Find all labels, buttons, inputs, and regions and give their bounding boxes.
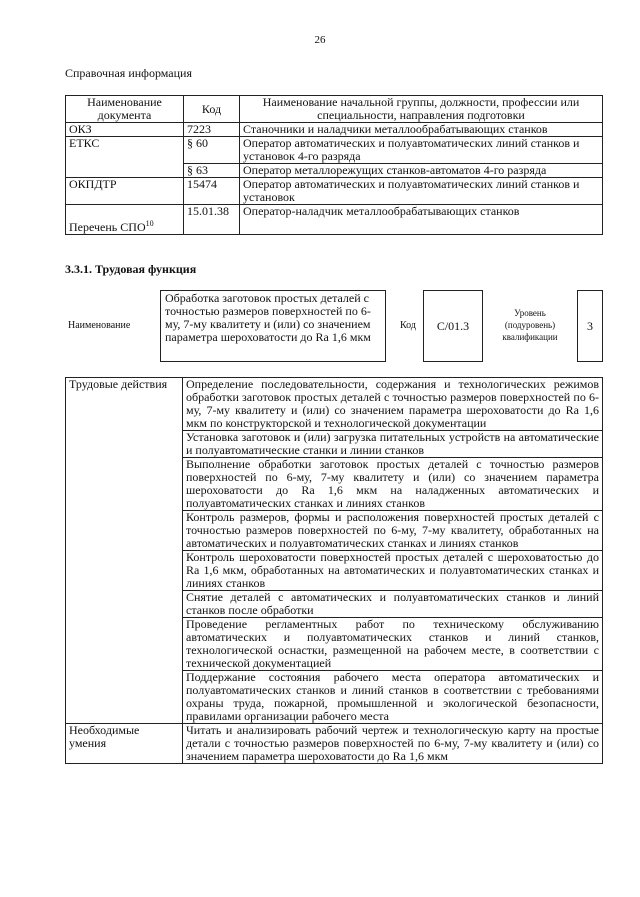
doc-text: Перечень СПО: [69, 220, 146, 234]
code-cell: 15474: [184, 178, 240, 205]
code-cell: 15.01.38: [184, 205, 240, 235]
table-row: [66, 378, 603, 431]
table-row: [66, 724, 603, 764]
name-cell: Оператор автоматических и полуавтоматических линий станков и установок: [240, 178, 603, 205]
name-cell: Оператор металлорежущих станков-автоматов 4-го разряда: [240, 164, 603, 178]
action-item: Выполнение обработки заготовок простых деталей с точностью размеров поверхностей по 6-му, 7-му квалитету и (или) со значением параметра шероховатости до Ra 1,6 мкм на наладженных автоматических и полуавтоматических станках и линиях станков: [183, 458, 603, 511]
actions-label: Трудовые действия: [66, 378, 183, 724]
reference-title: Справочная информация: [65, 66, 192, 80]
footnote-ref: 10: [145, 219, 154, 228]
table-row: [66, 137, 603, 164]
name-cell: Оператор автоматических и полуавтоматических линий станков и установок 4-го разряда: [240, 137, 603, 164]
qualification-level-label: Уровень (подуровень) квалификации: [502, 308, 558, 342]
table-row: [66, 178, 603, 205]
name-cell: Оператор-наладчик металлообрабатывающих станков: [240, 205, 603, 235]
header-doc: Наименование документа: [66, 96, 184, 123]
code-cell: 7223: [184, 123, 240, 137]
action-item: Проведение регламентных работ по техническому обслуживанию автоматических и полуавтоматических станков и линий станков, технологической оснастки, размещенной на рабочем месте, в соответствии с технической документацией: [183, 618, 603, 671]
code-cell: § 60: [184, 137, 240, 164]
action-item: Определение последовательности, содержания и технологических режимов обработки заготовок простых деталей с точностью размеров поверхностей по 6-му, 7-му квалитету и (или) со значением параметра шероховатости до Ra 1,6 мкм по конструкторской и технологической документации: [183, 378, 603, 431]
function-code-box: C/01.3: [423, 290, 483, 362]
action-item: Контроль шероховатости поверхностей простых деталей с шероховатостью до Ra 1,6 мкм, обработанных на автоматических и полуавтоматических станках и линиях станков: [183, 551, 603, 591]
table-row: [66, 123, 603, 137]
table-row: [66, 205, 603, 235]
reference-header-row: [66, 96, 603, 123]
header-name: Наименование начальной группы, должности, профессии или специальности, направления подготовки: [240, 96, 603, 123]
function-name-box: Обработка заготовок простых деталей с точностью размеров поверхностей по 6-му, 7-му квалитету и (или) со значением параметра шероховатости до Ra 1,6 мкм: [160, 290, 386, 362]
action-item: Снятие деталей с автоматических и полуавтоматических станков и линий станков после обработки: [183, 591, 603, 618]
doc-cell: ОКЗ: [66, 123, 184, 137]
action-item: Контроль размеров, формы и расположения поверхностей простых деталей с точностью размеров поверхностей по 6-му, 7-му квалитету, обработанных на автоматических и полуавтоматических станках и линиях станков: [183, 511, 603, 551]
function-code-label: Код: [400, 320, 416, 331]
function-name-label: Наименование: [68, 320, 131, 331]
qualification-level-box: 3: [577, 290, 603, 362]
action-item: Поддержание состояния рабочего места оператора автоматических и полуавтоматических станков и линий станков в соответствии с требованиями охраны труда, пожарной, промышленной и экологической безопасности, правилами организации рабочего места: [183, 671, 603, 724]
labor-functions-table: [65, 377, 603, 764]
doc-cell: ОКПДТР: [66, 178, 184, 205]
doc-cell: [66, 205, 184, 235]
action-item: Установка заготовок и (или) загрузка питательных устройств на автоматические и полуавтоматические станки и линии станков: [183, 431, 603, 458]
header-code: Код: [184, 96, 240, 123]
code-cell: § 63: [184, 164, 240, 178]
section-title: 3.3.1. Трудовая функция: [65, 262, 197, 276]
page-number: 26: [314, 34, 326, 46]
skill-item: Читать и анализировать рабочий чертеж и технологическую карту на простые детали с точностью размеров поверхностей по 6-му, 7-му квалитету и (или) со значением параметра шероховатости до Ra 1,6 мкм: [183, 724, 603, 764]
reference-table: [65, 95, 603, 235]
skills-label: Необходимые умения: [66, 724, 183, 764]
name-cell: Станочники и наладчики металлообрабатывающих станков: [240, 123, 603, 137]
doc-cell: ЕТКС: [66, 137, 184, 178]
